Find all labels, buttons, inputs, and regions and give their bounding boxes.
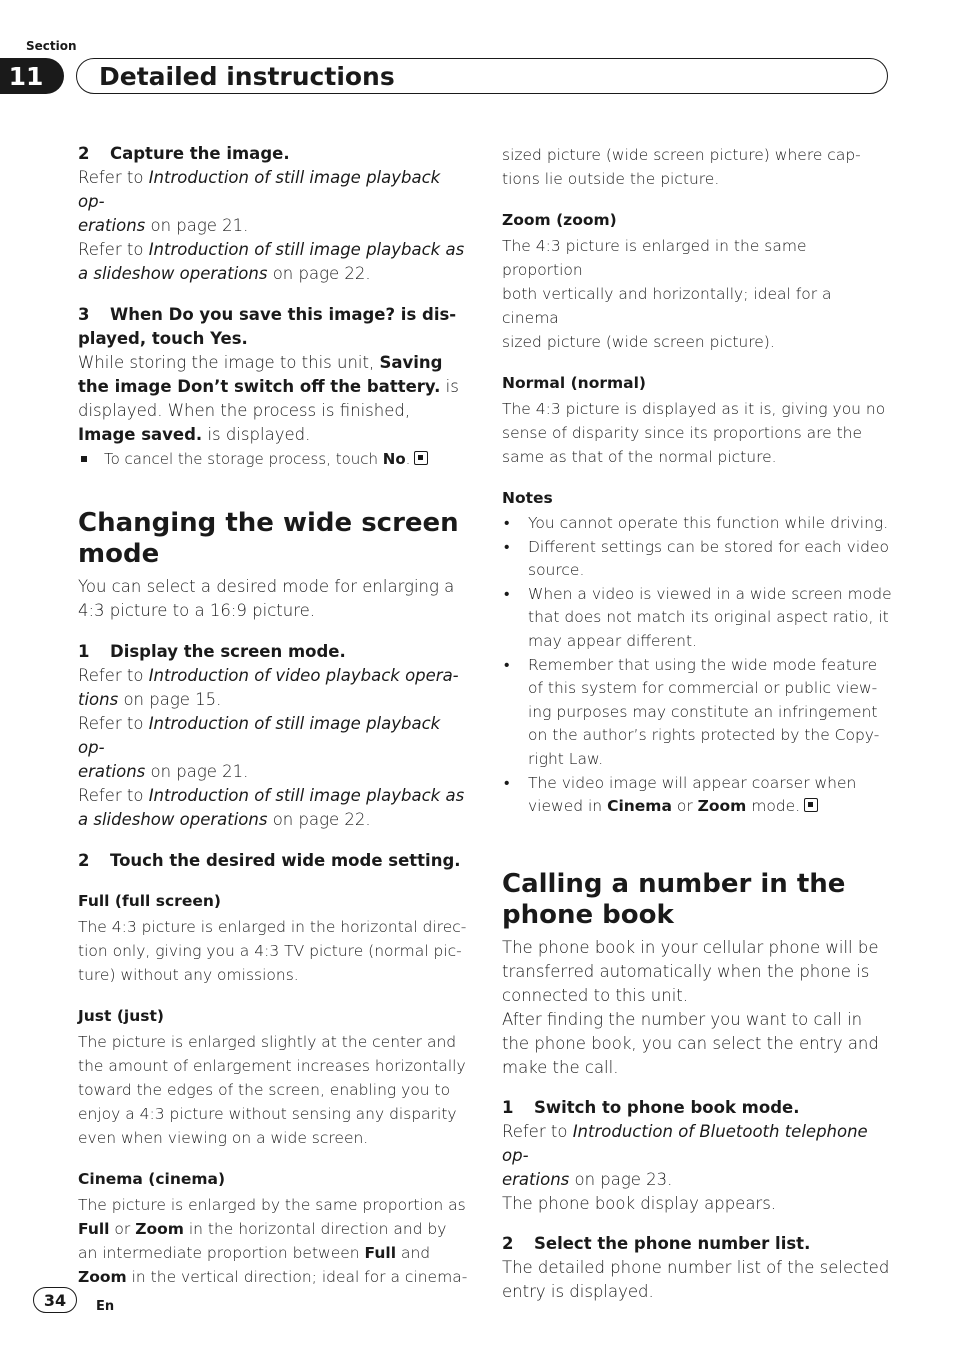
chapter-title: Detailed instructions <box>99 61 395 91</box>
step-heading: 1 Switch to phone book mode. <box>502 1097 800 1117</box>
reference-text: Refer to Introduction of Bluetooth telephone op- erations on page 23. <box>502 1121 868 1189</box>
notes-list <box>502 512 892 819</box>
note-item: • The video image will appear coarser when viewed in Cinema or Zoom mode. <box>504 773 857 816</box>
body-text: The detailed phone number list of the selected entry is displayed. <box>502 1257 890 1301</box>
body-text: The phone book display appears. <box>502 1193 777 1213</box>
section-heading: Changing the wide screen mode <box>78 508 459 569</box>
intro-text: The phone book in your cellular phone will be transferred automatically when the phone is connected to this unit. <box>502 937 879 1005</box>
page-number: 34 <box>33 1287 77 1313</box>
mode-title: Cinema (cinema) <box>78 1170 226 1188</box>
step-heading: 2 Capture the image. <box>78 144 290 163</box>
mode-description: The 4:3 picture is enlarged in the horizontal direc- tion only, giving you a 4:3 TV picture (normal pic- ture) without any omissions. <box>78 918 467 984</box>
mode-description: The 4:3 picture is displayed as it is, giving you no sense of disparity since its proportions are the same as that of the normal picture. <box>502 400 886 466</box>
intro-text: You can select a desired mode for enlarging a 4:3 picture to a 16:9 picture. <box>78 577 455 620</box>
left-column <box>78 142 468 1289</box>
bullet-icon: • <box>504 584 510 603</box>
note-item: • When a video is viewed in a wide screen mode that does not match its original aspect ratio, it may appear different. <box>504 584 892 650</box>
reference-text: Refer to Introduction of still image playback as a slideshow operations on page 22. <box>78 786 465 829</box>
bullet-icon: • <box>504 514 510 532</box>
note-item: • You cannot operate this function while driving. <box>502 512 892 536</box>
body-text: While storing the image to this unit, Saving the image Don’t switch off the battery. is displayed. When the process is finished, Image saved. is displayed. <box>78 353 459 444</box>
mode-title: Just (just) <box>78 1007 164 1025</box>
section-label: Section <box>26 39 77 53</box>
end-mark-icon <box>804 798 818 812</box>
intro-text: After finding the number you want to call in the phone book, you can select the entry and make the call. <box>502 1009 879 1077</box>
note-item: • Remember that using the wide mode feature of this system for commercial or public view- ing purposes may constitute an infringement on the author’s rights protected by the Copy- right Law. <box>504 655 880 768</box>
reference-text: Refer to Introduction of still image playback op- erations on page 21. <box>78 714 441 781</box>
reference-text: Refer to Introduction of video playback opera- tions on page 15. <box>78 666 459 709</box>
section-heading: Calling a number in the phone book <box>502 868 846 930</box>
note-item: • Different settings can be stored for each video source. <box>504 537 889 580</box>
notes-heading: Notes <box>502 489 553 507</box>
reference-text: Refer to Introduction of still image playback as a slideshow operations on page 22. <box>78 240 465 283</box>
section-number-tab: 11 <box>0 58 64 94</box>
square-bullet-icon <box>81 456 87 462</box>
step-heading: 2 Select the phone number list. <box>502 1233 811 1253</box>
step-heading: 3 When Do you save this image? is dis- played, touch Yes. <box>78 305 457 348</box>
language-label: En <box>96 1299 115 1314</box>
end-mark-icon <box>414 451 428 465</box>
mode-description: The picture is enlarged by the same proportion as Full or Zoom in the horizontal direction and by an intermediate proportion between Full and Zoom in the vertical direction; ideal for a cinema- <box>78 1196 468 1286</box>
right-column <box>502 143 892 1304</box>
mode-description: The 4:3 picture is enlarged in the same proportion both vertically and horizontally; ideal for a cinema sized picture (wide screen picture). <box>502 237 832 351</box>
reference-text: Refer to Introduction of still image playback op- erations on page 21. <box>78 168 441 235</box>
mode-description: The picture is enlarged slightly at the center and the amount of enlargement increases horizontally toward the edges of the screen, enabling you to enjoy a 4:3 picture without sensing any disparity even when viewing on a wide screen. <box>78 1033 466 1147</box>
square-bullet-item: To cancel the storage process, touch No. <box>78 447 468 471</box>
mode-title: Full (full screen) <box>78 892 221 910</box>
mode-title: Normal (normal) <box>502 374 647 392</box>
mode-title: Zoom (zoom) <box>502 211 617 229</box>
step-heading: 2 Touch the desired wide mode setting. <box>78 851 461 870</box>
bullet-icon: • <box>504 773 510 792</box>
step-heading: 1 Display the screen mode. <box>78 642 346 661</box>
bullet-icon: • <box>504 655 510 674</box>
body-text: sized picture (wide screen picture) where cap- tions lie outside the picture. <box>502 146 861 188</box>
bullet-icon: • <box>504 537 510 556</box>
chapter-title-box <box>76 58 888 94</box>
